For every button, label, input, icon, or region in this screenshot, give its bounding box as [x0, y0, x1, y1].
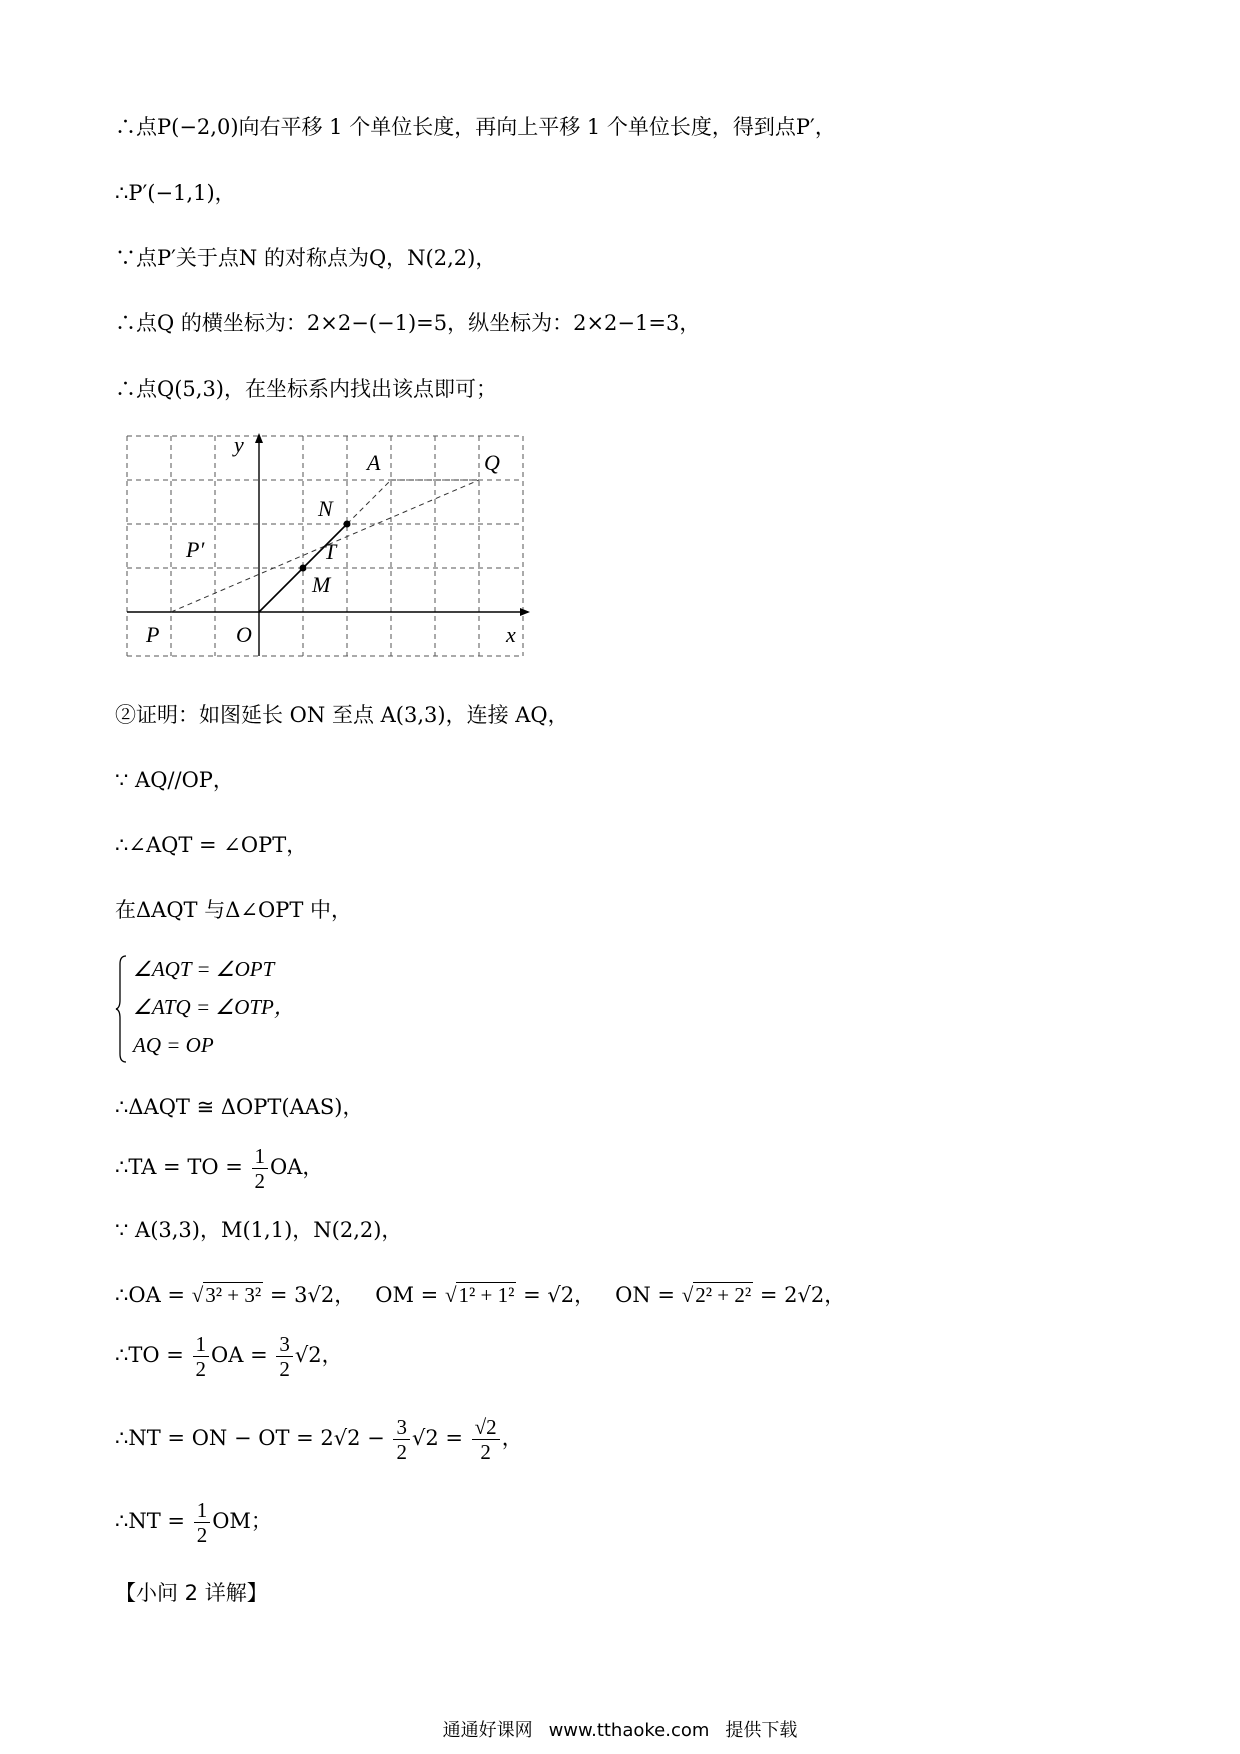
- x-axis-arrow: [520, 608, 530, 616]
- eq-roots-line: ∴OA = √3² + 3² = 3√2， OM = √1² + 1² = √2， ON = √2² + 2² = 2√2，: [115, 1283, 846, 1307]
- footer-url[interactable]: www.tthaoke.com: [548, 1720, 710, 1741]
- system-eq-1: ∠AQT = ∠OPT: [133, 957, 275, 981]
- equation-system: [115, 950, 295, 1064]
- label-p: P: [146, 622, 160, 647]
- page-footer: [0, 1716, 1240, 1742]
- label-p-prime: P′: [186, 537, 205, 562]
- text-line-6: ②证明：如图延长 ON 至点 A(3,3)，连接 AQ，: [115, 703, 569, 727]
- text-line-5: ∴点Q(5,3)，在坐标系内找出该点即可；: [115, 377, 497, 401]
- sqrt-on: √2² + 2²: [681, 1283, 752, 1307]
- grid-svg: [120, 432, 540, 670]
- system-eq-3: AQ = OP: [133, 1033, 214, 1057]
- label-n: N: [318, 496, 333, 521]
- left-brace-icon: [115, 954, 127, 1064]
- fraction-half-om: $\frac{1}{2}$: [194, 1498, 211, 1547]
- section-heading-q2: 【小问 2 详解】: [115, 1581, 268, 1605]
- system-eq-2: ∠ATQ = ∠OTP，: [133, 995, 295, 1019]
- point-n: [344, 521, 351, 528]
- sqrt-oa: √3² + 3²: [191, 1283, 262, 1307]
- fraction-root2-2: $\frac{√2}{2}$: [472, 1415, 500, 1464]
- text-line-7: ∵ AQ//OP，: [115, 768, 234, 792]
- eq-nt-line: ∴NT = ON − OT = 2√2 − $\frac{3}{2}$ √2 = $\frac{√2}{2}$ ，: [115, 1415, 523, 1464]
- text-line-8: ∴∠AQT = ∠OPT，: [115, 833, 308, 857]
- fraction-3-2: $\frac{3}{2}$: [276, 1332, 293, 1381]
- fraction-3-2-b: $\frac{3}{2}$: [393, 1415, 410, 1464]
- fraction-one-half: $\frac{1}{2}$: [252, 1144, 269, 1193]
- y-axis-arrow: [255, 433, 263, 443]
- coordinate-grid-figure: [120, 432, 540, 674]
- text-line-11: ∴ΔAQT ≅ ΔOPT(AAS)，: [115, 1095, 364, 1119]
- label-o: O: [236, 622, 252, 647]
- eq-nt2-line: ∴NT = $\frac{1}{2}$ OM；: [115, 1498, 272, 1547]
- text-line-3: ∵点P′关于点N 的对称点为Q，N(2,2)，: [115, 246, 497, 270]
- eq-ta-line: ∴TA = TO = $\frac{1}{2}$ OA，: [115, 1144, 324, 1193]
- footer-tail: 提供下载: [725, 1720, 798, 1741]
- label-q: Q: [484, 450, 500, 475]
- point-m: [300, 565, 307, 572]
- text-line-2: ∴P′(−1,1)，: [115, 181, 236, 205]
- text-line-13: ∵ A(3,3)，M(1,1)，N(2,2)，: [115, 1218, 403, 1242]
- label-a: A: [367, 450, 381, 475]
- fraction-1-2: $\frac{1}{2}$: [193, 1332, 210, 1381]
- text-line-9: 在ΔAQT 与Δ∠OPT 中，: [115, 898, 353, 922]
- sqrt-om: √1² + 1²: [444, 1283, 515, 1307]
- footer-site: 通通好课网: [442, 1720, 533, 1741]
- text-line-1: ∴点P(−2,0)向右平移 1 个单位长度，再向上平移 1 个单位长度，得到点P′，: [115, 115, 836, 139]
- label-x: x: [506, 622, 516, 647]
- text-line-4: ∴点Q 的横坐标为：2×2−(−1)=5，纵坐标为：2×2−1=3，: [115, 311, 701, 335]
- label-t: T: [324, 539, 337, 564]
- system-suffix: ，: [273, 995, 295, 1019]
- label-m: M: [312, 572, 331, 597]
- label-y: y: [234, 432, 244, 457]
- na-dashed-line: [347, 480, 391, 524]
- eq-to-line: ∴TO = $\frac{1}{2}$ OA = $\frac{3}{2}$ √2，: [115, 1332, 343, 1381]
